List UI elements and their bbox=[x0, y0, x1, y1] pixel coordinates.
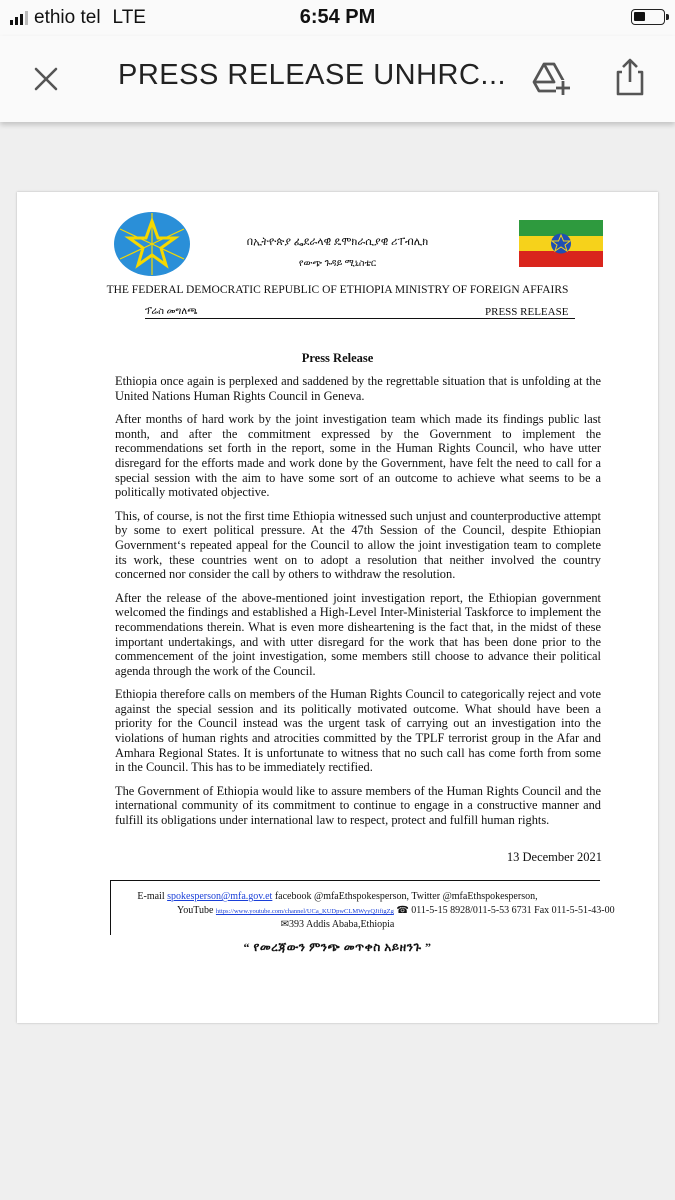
share-icon bbox=[608, 54, 652, 102]
letterhead-amharic-line1: በኢትዮጵያ ፌደራላዊ ዴሞክራሲያዊ ሪፐብሊክ bbox=[246, 236, 429, 248]
press-release-amharic: ፕሬስ መግለጫ bbox=[145, 306, 198, 317]
network-type: LTE bbox=[112, 7, 146, 28]
footer-address: ✉393 Addis Ababa,Ethiopia bbox=[280, 919, 395, 930]
youtube-link[interactable]: https://www.youtube.com/channel/UCa_KUDpwCLMWyyQJifigZg bbox=[215, 908, 394, 915]
paragraph: Ethiopia once again is perplexed and saddened by the regrettable situation that is unfolding at the United Nations Human Rights Council in Geneva. bbox=[115, 374, 601, 403]
status-bar bbox=[0, 0, 675, 36]
footer-motto: “ የመረጃውን ምንጭ መጥቀስ አይዘንጉ ” bbox=[243, 940, 432, 954]
document-date: 13 December 2021 bbox=[506, 850, 602, 864]
paragraph: After the release of the above-mentioned joint investigation report, the Ethiopian government welcomed the findings and established a High-Level Inter-Ministerial Taskforce to implement the recommendations therein. What is even more disheartening is the fact that, in the midst of these important undertakings, and with utter disregard for the work that has been done prior to the commencement of the joint investigation, some members still choose to advance their political agenda through the work of the Council. bbox=[115, 590, 601, 678]
close-icon bbox=[33, 66, 59, 92]
footer-rule bbox=[110, 880, 600, 881]
add-to-drive-icon bbox=[528, 56, 574, 102]
footer-contact-line2 bbox=[177, 904, 637, 919]
phone-numbers: ☎ 011-5-15 8928/011-5-53 6731 Fax 011-5-51-43-00 bbox=[396, 905, 615, 916]
share-button[interactable] bbox=[608, 54, 652, 102]
paragraph: This, of course, is not the first time Ethiopia witnessed such unjust and counterproductive attempt by some to exert political pressure. At the 47th Session of the Council, despite Ethiopian Government‘s repeated appeal for the Council to allow the joint investigation team to complete its work, these countries went on to adopt a resolution that neither involved the country concerned nor consider the call by others to withdraw the resolution. bbox=[115, 508, 601, 582]
add-to-drive-button[interactable] bbox=[528, 56, 574, 102]
youtube-label: YouTube bbox=[177, 905, 214, 916]
battery-icon bbox=[631, 9, 665, 25]
letterhead-english: THE FEDERAL DEMOCRATIC REPUBLIC OF ETHIOPIA MINISTRY OF FOREIGN AFFAIRS bbox=[106, 284, 569, 296]
paragraph: After months of hard work by the joint investigation team which made its findings public last month, and after the commitment expressed by the Government to implement the recommendations set forth in the report, some in the Human Rights Council, who have utter disregard for the efforts made and work done by the Government, have felt the need to call for a special session with the aim to have some sort of an outcome to achieve what seems to be a politically motivated objective. bbox=[115, 412, 601, 500]
clock: 6:54 PM bbox=[299, 6, 376, 28]
close-button[interactable] bbox=[26, 59, 66, 99]
social-handles: facebook @mfaEthspokesperson, Twitter @mfaEthspokesperson, bbox=[274, 891, 538, 902]
document-toolbar bbox=[0, 36, 675, 122]
email-label: E-mail bbox=[137, 891, 165, 902]
document-title: PRESS RELEASE UNHRC... bbox=[118, 59, 507, 91]
document-body bbox=[115, 374, 601, 837]
email-link[interactable]: spokesperson@mfa.gov.et bbox=[167, 891, 273, 902]
carrier-name: ethio tel bbox=[34, 7, 101, 28]
paragraph: Ethiopia therefore calls on members of the Human Rights Council to categorically reject and vote against the special session and its politically motivated outcome. What should have been a priority for the Council instead was the urgent task of carrying out an investigation into the violations of human rights and atrocities committed by the TPLF terrorist group in the Afar and Amhara Regional States. It is unfortunate to witness that no such call has come forth from some in the Council. This has to be immediately rectified. bbox=[115, 687, 601, 775]
letterhead-amharic-line2: የውጭ ጉዳይ ሚኒስቴር bbox=[298, 259, 377, 269]
paragraph: The Government of Ethiopia would like to assure members of the Human Rights Council and the international community of its commitment to continue to engage in a constructive manner and fulfill its obligations under international law to respect, protect and fulfill human rights. bbox=[115, 783, 601, 828]
press-release-english: PRESS RELEASE bbox=[485, 306, 569, 318]
document-heading: Press Release bbox=[301, 351, 374, 365]
header-rule bbox=[145, 318, 575, 319]
pdf-page bbox=[17, 192, 658, 1023]
footer-contact-line1 bbox=[17, 890, 658, 904]
